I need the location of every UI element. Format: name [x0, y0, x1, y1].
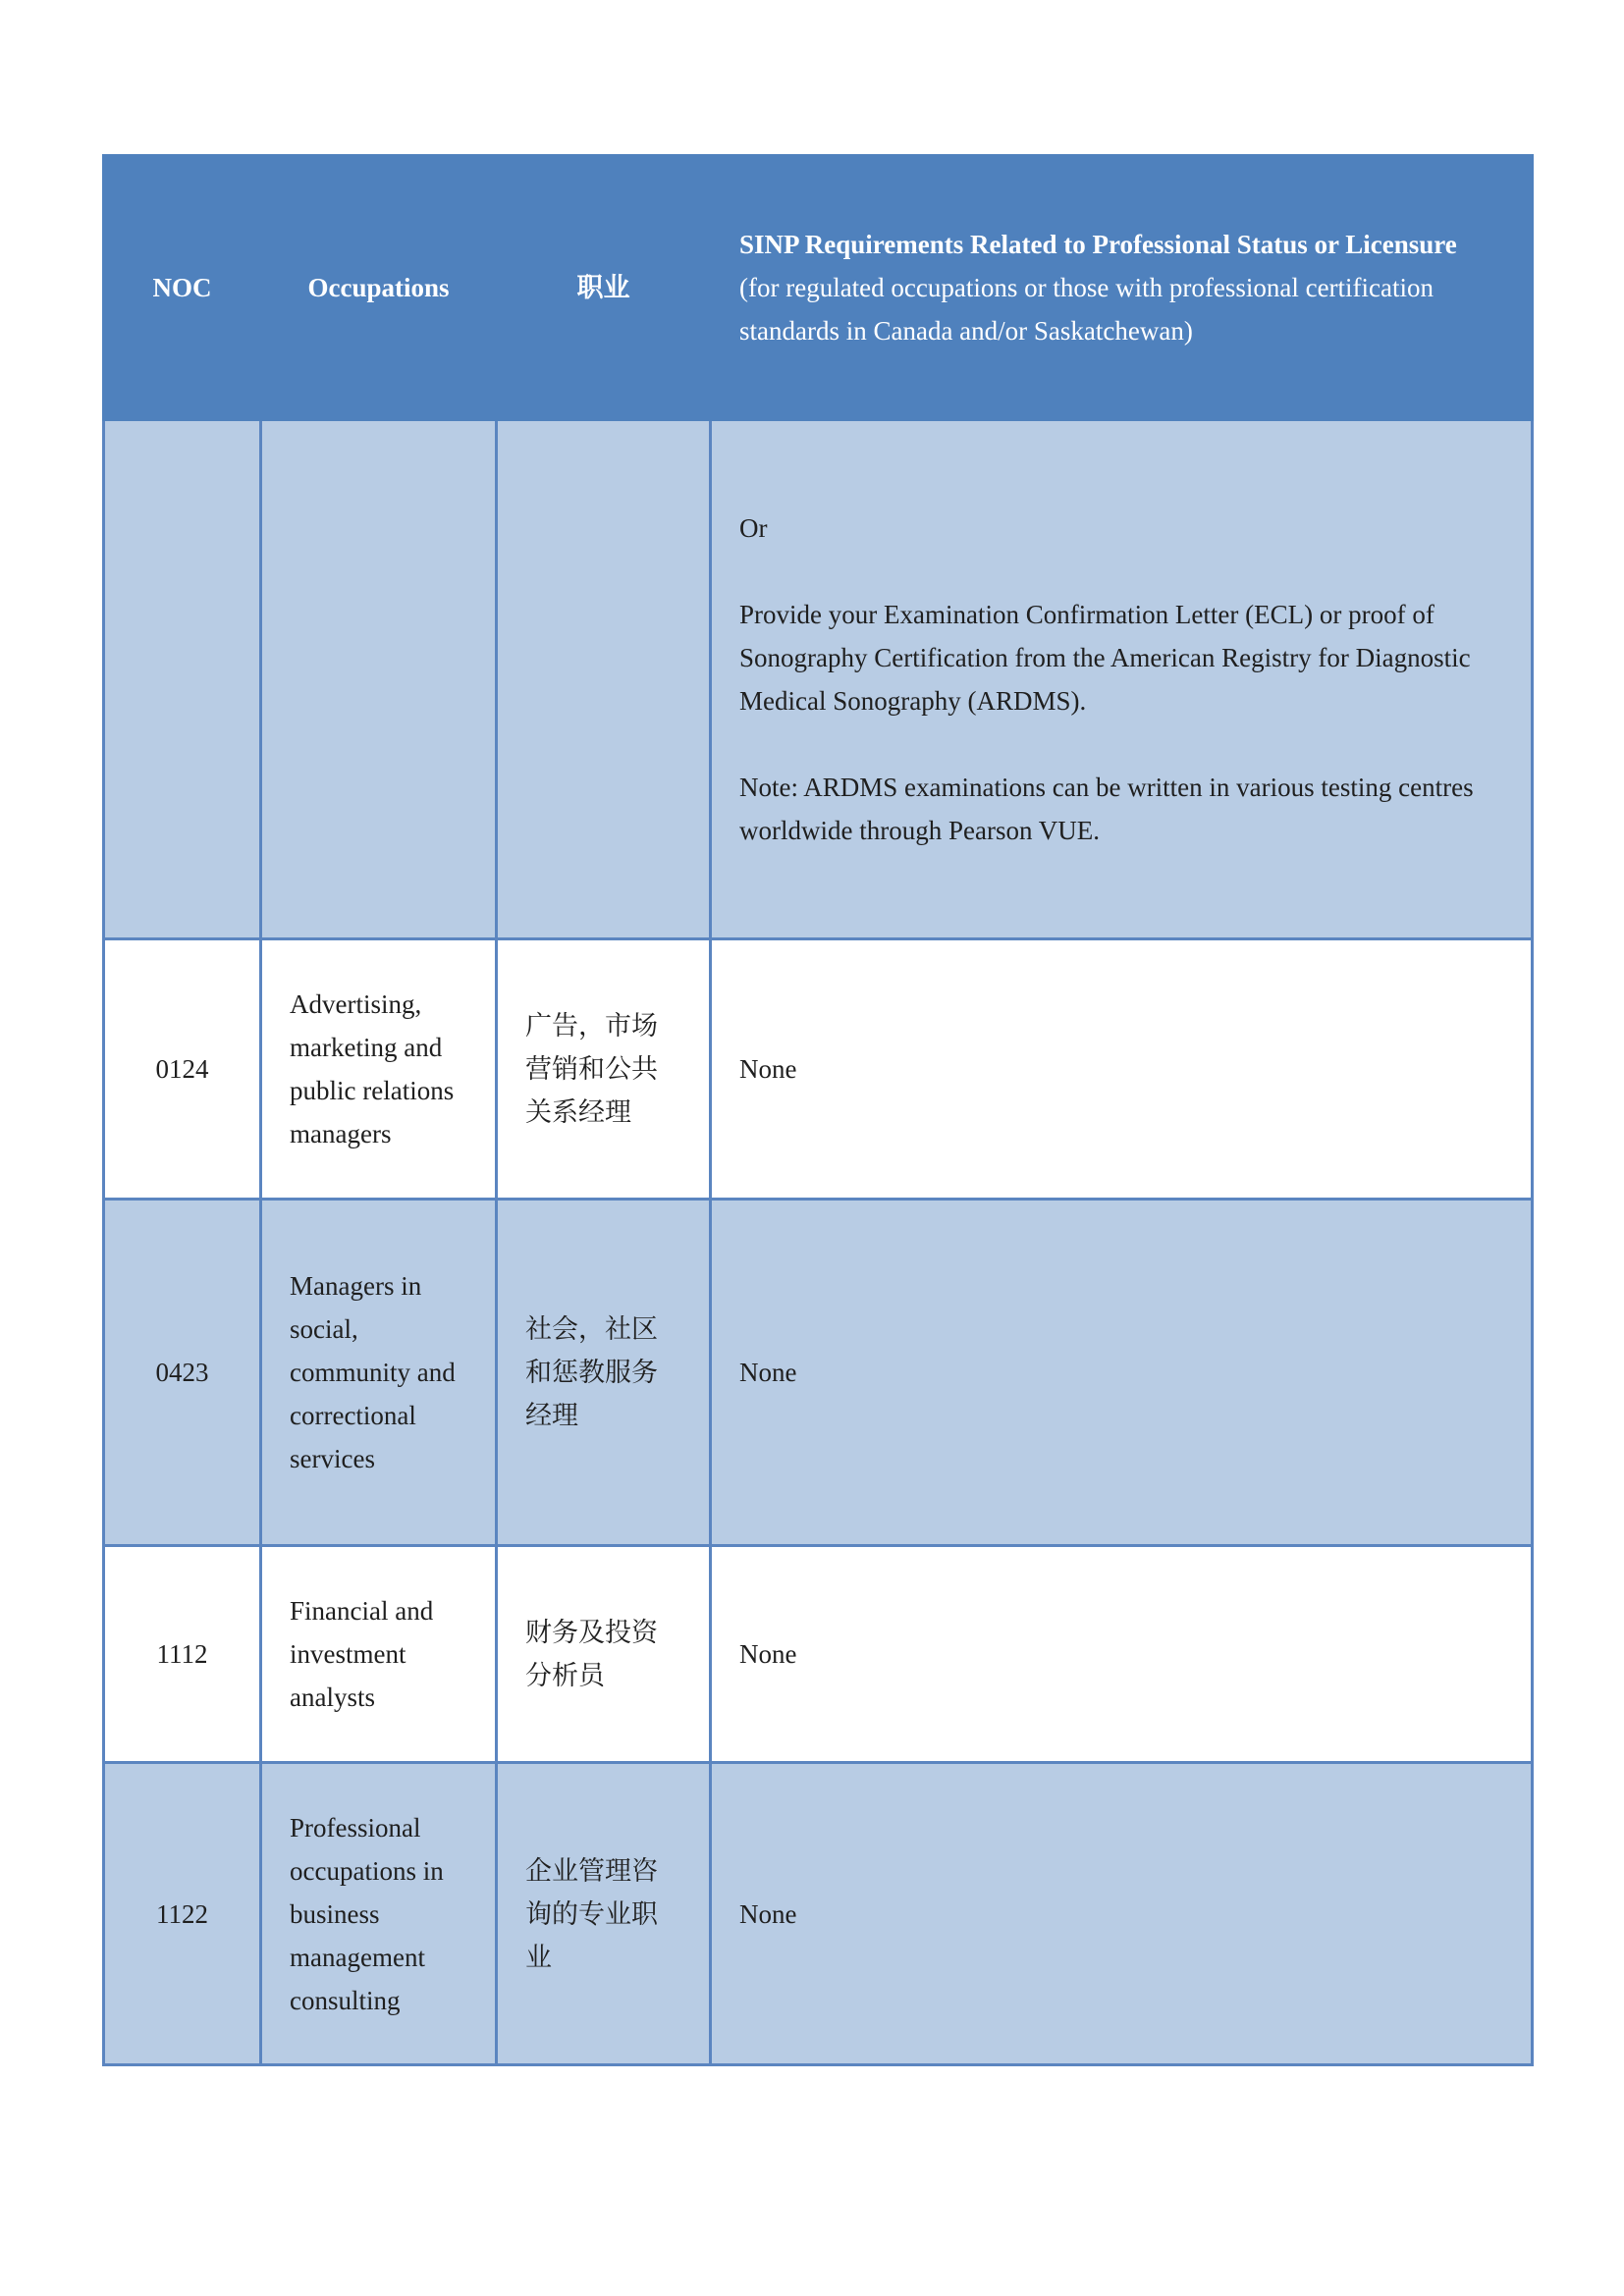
cell-noc: 0423 [104, 1200, 261, 1546]
header-noc: NOC [104, 156, 261, 420]
cell-chinese-occupation: 企业管理咨询的专业职业 [497, 1763, 711, 2065]
cell-occupation: Managers in social, community and correctional services [261, 1200, 497, 1546]
cell-chinese-occupation: 财务及投资分析员 [497, 1546, 711, 1763]
table-header-row [104, 156, 1533, 420]
header-requirements-title: SINP Requirements Related to Professional Status or Licensure [739, 230, 1457, 259]
table-row [104, 1546, 1533, 1763]
cell-noc: 1122 [104, 1763, 261, 2065]
cell-occupation-empty [261, 420, 497, 939]
requirement-paragraph-ecl: Provide your Examination Confirmation Letter (ECL) or proof of Sonography Certification from the American Registry for Diagnostic Medical Sonography (ARDMS). [739, 600, 1471, 716]
requirement-paragraph-note: Note: ARDMS examinations can be written in various testing centres worldwide through Pearson VUE. [739, 773, 1474, 845]
cell-requirement: None [711, 1763, 1533, 2065]
noc-requirements-table [102, 154, 1534, 2066]
cell-chinese-occupation: 社会，社区和惩教服务经理 [497, 1200, 711, 1546]
table-row [104, 1200, 1533, 1546]
header-requirements-subtitle: (for regulated occupations or those with professional certification standards in Canada and/or Saskatchewan) [739, 273, 1435, 346]
cell-requirement: None [711, 1200, 1533, 1546]
cell-occupation: Professional occupations in business management consulting [261, 1763, 497, 2065]
requirement-or-text: Or [739, 513, 768, 543]
cell-chinese-empty [497, 420, 711, 939]
cell-requirement: None [711, 1546, 1533, 1763]
header-chinese-occupation: 职业 [497, 156, 711, 420]
cell-noc-empty [104, 420, 261, 939]
cell-noc: 1112 [104, 1546, 261, 1763]
cell-occupation: Financial and investment analysts [261, 1546, 497, 1763]
cell-requirement: None [711, 939, 1533, 1200]
table-row-continuation [104, 420, 1533, 939]
header-requirements [711, 156, 1533, 420]
cell-chinese-occupation: 广告，市场营销和公共关系经理 [497, 939, 711, 1200]
header-occupations: Occupations [261, 156, 497, 420]
cell-requirement-continuation [711, 420, 1533, 939]
cell-noc: 0124 [104, 939, 261, 1200]
table-row [104, 1763, 1533, 2065]
cell-occupation: Advertising, marketing and public relations managers [261, 939, 497, 1200]
table-row [104, 939, 1533, 1200]
